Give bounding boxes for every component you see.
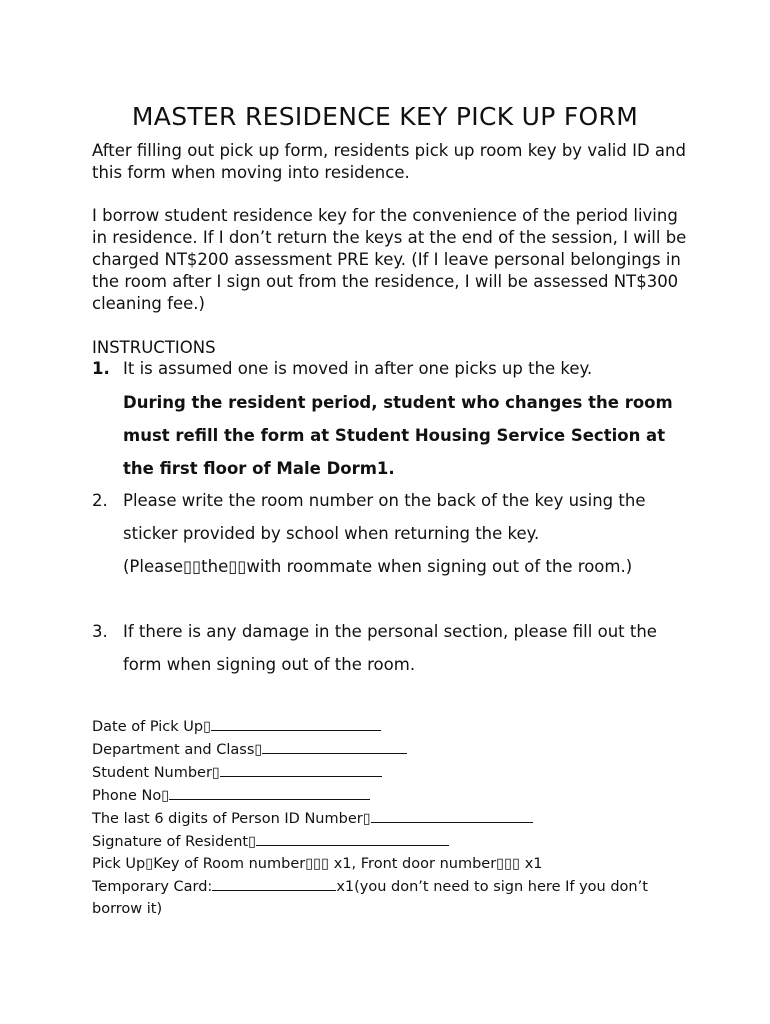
instruction-text: If there is any damage in the personal section, please fill out the form when signing out of the room. [123,622,657,674]
signature-blank[interactable] [256,830,449,846]
temporary-card-field [92,875,692,920]
instruction-number: 1. [92,359,110,378]
policy-paragraph: I borrow student residence key for the convenience of the period living in residence. If I don’t return the keys at the end of the session, I will be charged NT$200 assessment PRE key. (If I leave personal belongings in the room after I sign out from the residence, I will be assessed NT$300 cleaning fee.) [92,206,687,313]
temporary-card-blank[interactable] [212,875,336,891]
person-id-label: The last 6 digits of Person ID Number▯ [92,811,371,827]
instructions-heading: INSTRUCTIONS [92,338,216,357]
intro-paragraph: After filling out pick up form, residents pick up room key by valid ID and this form when moving into residence. [92,141,686,182]
temporary-card-note: x1(you don’t need to sign here If you don’t borrow it) [92,879,648,917]
pickup-label: Pick Up▯Key of Room number▯▯▯ x1, Front door number▯▯▯ x1 [92,856,543,872]
signature-label: Signature of Resident▯ [92,834,257,850]
temporary-card-label: Temporary Card: [92,879,213,895]
phone-blank[interactable] [169,784,370,800]
form-fields [92,715,692,920]
page-title: MASTER RESIDENCE KEY PICK UP FORM [131,102,639,131]
student-number-field [92,761,692,784]
department-field [92,738,692,761]
date-field [92,715,692,738]
phone-label: Phone No▯ [92,788,170,804]
pickup-field [92,853,692,875]
department-label: Department and Class▯ [92,742,263,758]
signature-field [92,830,692,853]
phone-field [92,784,692,807]
instruction-number: 2. [92,491,108,510]
student-number-blank[interactable] [220,761,382,777]
instruction-1-bold-note: During the resident period, student who changes the room must refill the form at Student Housing Service Section at the first floor of Male Dorm1. [123,393,673,478]
department-blank[interactable] [262,738,407,754]
student-number-label: Student Number▯ [92,765,220,781]
date-label: Date of Pick Up▯ [92,719,212,735]
date-blank[interactable] [211,715,381,731]
person-id-blank[interactable] [371,807,533,823]
instruction-number: 3. [92,622,108,641]
person-id-field [92,807,692,830]
instruction-text: It is assumed one is moved in after one picks up the key. [123,359,593,378]
instruction-text: Please write the room number on the back of the key using the sticker provided by school when returning the key. (Please▯▯the▯▯with roommate when signing out of the room.) [123,491,646,576]
